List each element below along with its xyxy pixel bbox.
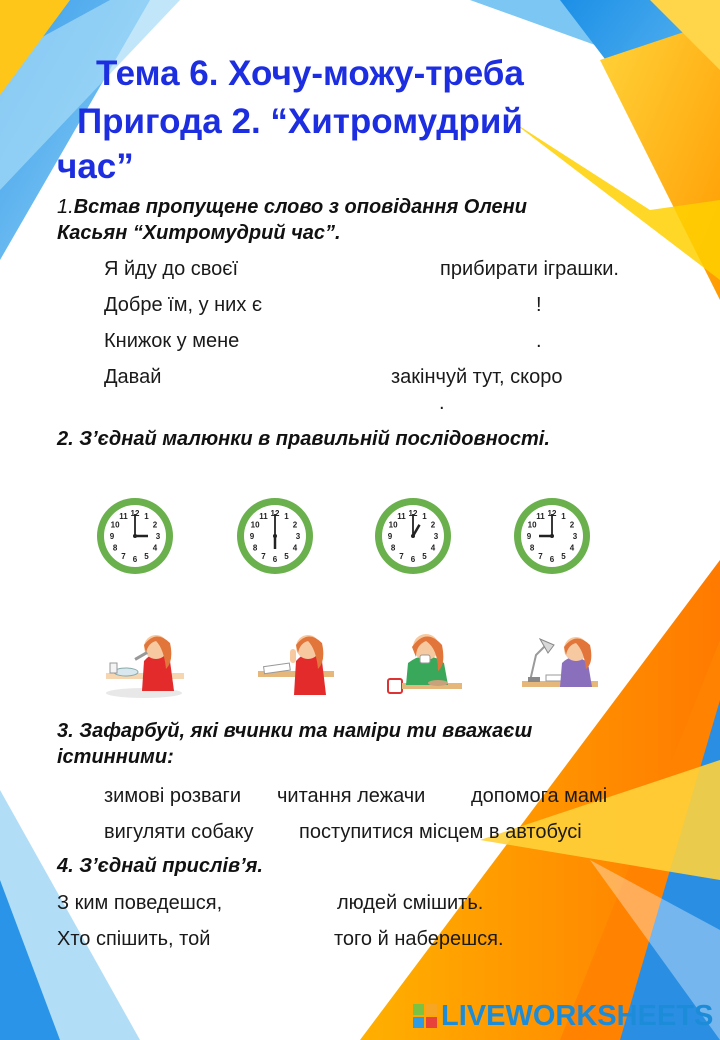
clock-1-numeral: 9 <box>109 532 115 541</box>
sentence-2-right: ! <box>536 294 542 316</box>
clock-2-numeral: 5 <box>284 551 289 561</box>
clock-2-numeral: 8 <box>252 543 258 553</box>
sentence-4-right: закінчуй тут, скоро <box>391 366 563 388</box>
clock-1[interactable] <box>97 498 173 574</box>
clock-4-numeral: 5 <box>561 551 566 561</box>
clock-1-numeral: 3 <box>155 532 161 541</box>
task3-instruction-line2: істинними: <box>57 746 174 768</box>
clock-3-numeral: 5 <box>422 551 427 561</box>
clock-1-numeral: 11 <box>119 512 128 522</box>
clock-1-numeral: 4 <box>152 543 158 553</box>
clock-3-numeral: 12 <box>408 509 418 518</box>
clock-4[interactable] <box>514 498 590 574</box>
clock-3-numeral: 11 <box>397 512 406 522</box>
clock-3-numeral: 10 <box>388 520 398 530</box>
sentence-4-dot: . <box>439 392 445 414</box>
clock-4-numeral: 2 <box>569 520 575 530</box>
clock-2-numeral: 3 <box>295 532 301 541</box>
clock-2-numeral: 2 <box>292 520 298 530</box>
clock-2-numeral: 7 <box>261 551 266 561</box>
clock-1-numeral: 5 <box>144 551 149 561</box>
sentence-1-left: Я йду до своєї <box>104 258 239 280</box>
title-line-1: Тема 6. Хочу-можу-треба <box>96 54 524 93</box>
picture-girl-writing-at-desk[interactable] <box>256 625 336 699</box>
logo-letters-icon <box>413 1004 439 1034</box>
logo-text: LIVEWORKSHEETS <box>441 1000 714 1032</box>
clock-2-numeral: 9 <box>249 532 255 541</box>
clock-4-numeral: 4 <box>569 543 575 553</box>
clock-3-numeral: 1 <box>422 512 427 522</box>
clock-2-numeral: 12 <box>270 509 280 518</box>
picture-girl-studying-with-lamp[interactable] <box>520 625 600 699</box>
clock-2-numeral: 10 <box>250 520 260 530</box>
clock-3-numeral: 8 <box>390 543 396 553</box>
task1-instruction-line1 <box>57 196 527 219</box>
clocks-row <box>90 490 610 582</box>
option-walk-dog[interactable]: вигуляти собаку <box>104 821 254 843</box>
proverb-1-right[interactable]: людей смішить. <box>337 892 484 914</box>
proverb-1-left[interactable]: З ким поведешся, <box>57 892 223 914</box>
clock-2-numeral: 6 <box>272 555 278 564</box>
sentence-2-left: Добре їм, у них є <box>104 294 263 316</box>
clock-2-numeral: 11 <box>259 512 268 522</box>
title-line-2: Пригода 2. “Хитромудрий <box>77 102 523 141</box>
sentence-1-right: прибирати іграшки. <box>440 258 619 280</box>
picture-girl-eating-breakfast[interactable] <box>104 625 186 699</box>
clock-2-numeral: 1 <box>284 512 289 522</box>
clock-3-numeral: 9 <box>387 532 393 541</box>
clock-3-numeral: 7 <box>399 551 404 561</box>
clock-4-numeral: 1 <box>561 512 566 522</box>
clock-1-numeral: 1 <box>144 512 149 522</box>
proverb-2-left[interactable]: Хто спішить, той <box>57 928 211 950</box>
clock-4-numeral: 9 <box>526 532 532 541</box>
clock-1-numeral: 6 <box>132 555 138 564</box>
clock-4-numeral: 8 <box>529 543 535 553</box>
clock-2-numeral: 4 <box>292 543 298 553</box>
clock-4-numeral: 7 <box>538 551 543 561</box>
task2-instruction: 2. З’єднай малюнки в правильній послідовності. <box>57 428 550 450</box>
title-line-3: час” <box>57 147 134 186</box>
clock-4-numeral: 12 <box>547 509 557 518</box>
sentence-4-left: Давай <box>104 366 162 388</box>
clock-2[interactable] <box>237 498 313 574</box>
clock-4-numeral: 10 <box>527 520 537 530</box>
proverb-2-right[interactable]: того й наберешся. <box>334 928 504 950</box>
option-reading-lying[interactable]: читання лежачи <box>277 785 426 807</box>
sentence-3-left: Книжок у мене <box>104 330 240 352</box>
clock-3[interactable] <box>375 498 451 574</box>
task1-instruction-line2: Касьян “Хитромудрий час”. <box>57 222 341 244</box>
sentence-3-right: . <box>536 330 542 352</box>
clock-4-numeral: 6 <box>549 555 555 564</box>
clock-3-numeral: 4 <box>430 543 436 553</box>
clock-3-numeral: 3 <box>433 532 439 541</box>
task3-instruction-line1: 3. Зафарбуй, які вчинки та наміри ти вважаєш <box>57 720 533 742</box>
picture-girl-drinking-tea[interactable] <box>384 625 466 699</box>
clock-4-numeral: 3 <box>572 532 578 541</box>
option-winter-fun[interactable]: зимові розваги <box>104 785 242 807</box>
clock-1-numeral: 7 <box>121 551 126 561</box>
clock-1-numeral: 12 <box>130 509 140 518</box>
task4-instruction: 4. З’єднай прислів’я. <box>57 855 263 877</box>
task1-instruction-text: Встав пропущене слово з оповідання Олени <box>73 196 527 218</box>
clock-3-numeral: 2 <box>430 520 436 530</box>
clock-4-numeral: 11 <box>536 512 545 522</box>
clock-1-numeral: 8 <box>112 543 118 553</box>
clock-3-numeral: 6 <box>410 555 416 564</box>
clock-1-numeral: 2 <box>152 520 158 530</box>
task1-number: 1. <box>57 196 74 218</box>
clock-1-numeral: 10 <box>110 520 120 530</box>
option-helping-mom[interactable]: допомога мамі <box>471 785 608 807</box>
option-give-seat[interactable]: поступитися місцем в автобусі <box>299 821 582 843</box>
